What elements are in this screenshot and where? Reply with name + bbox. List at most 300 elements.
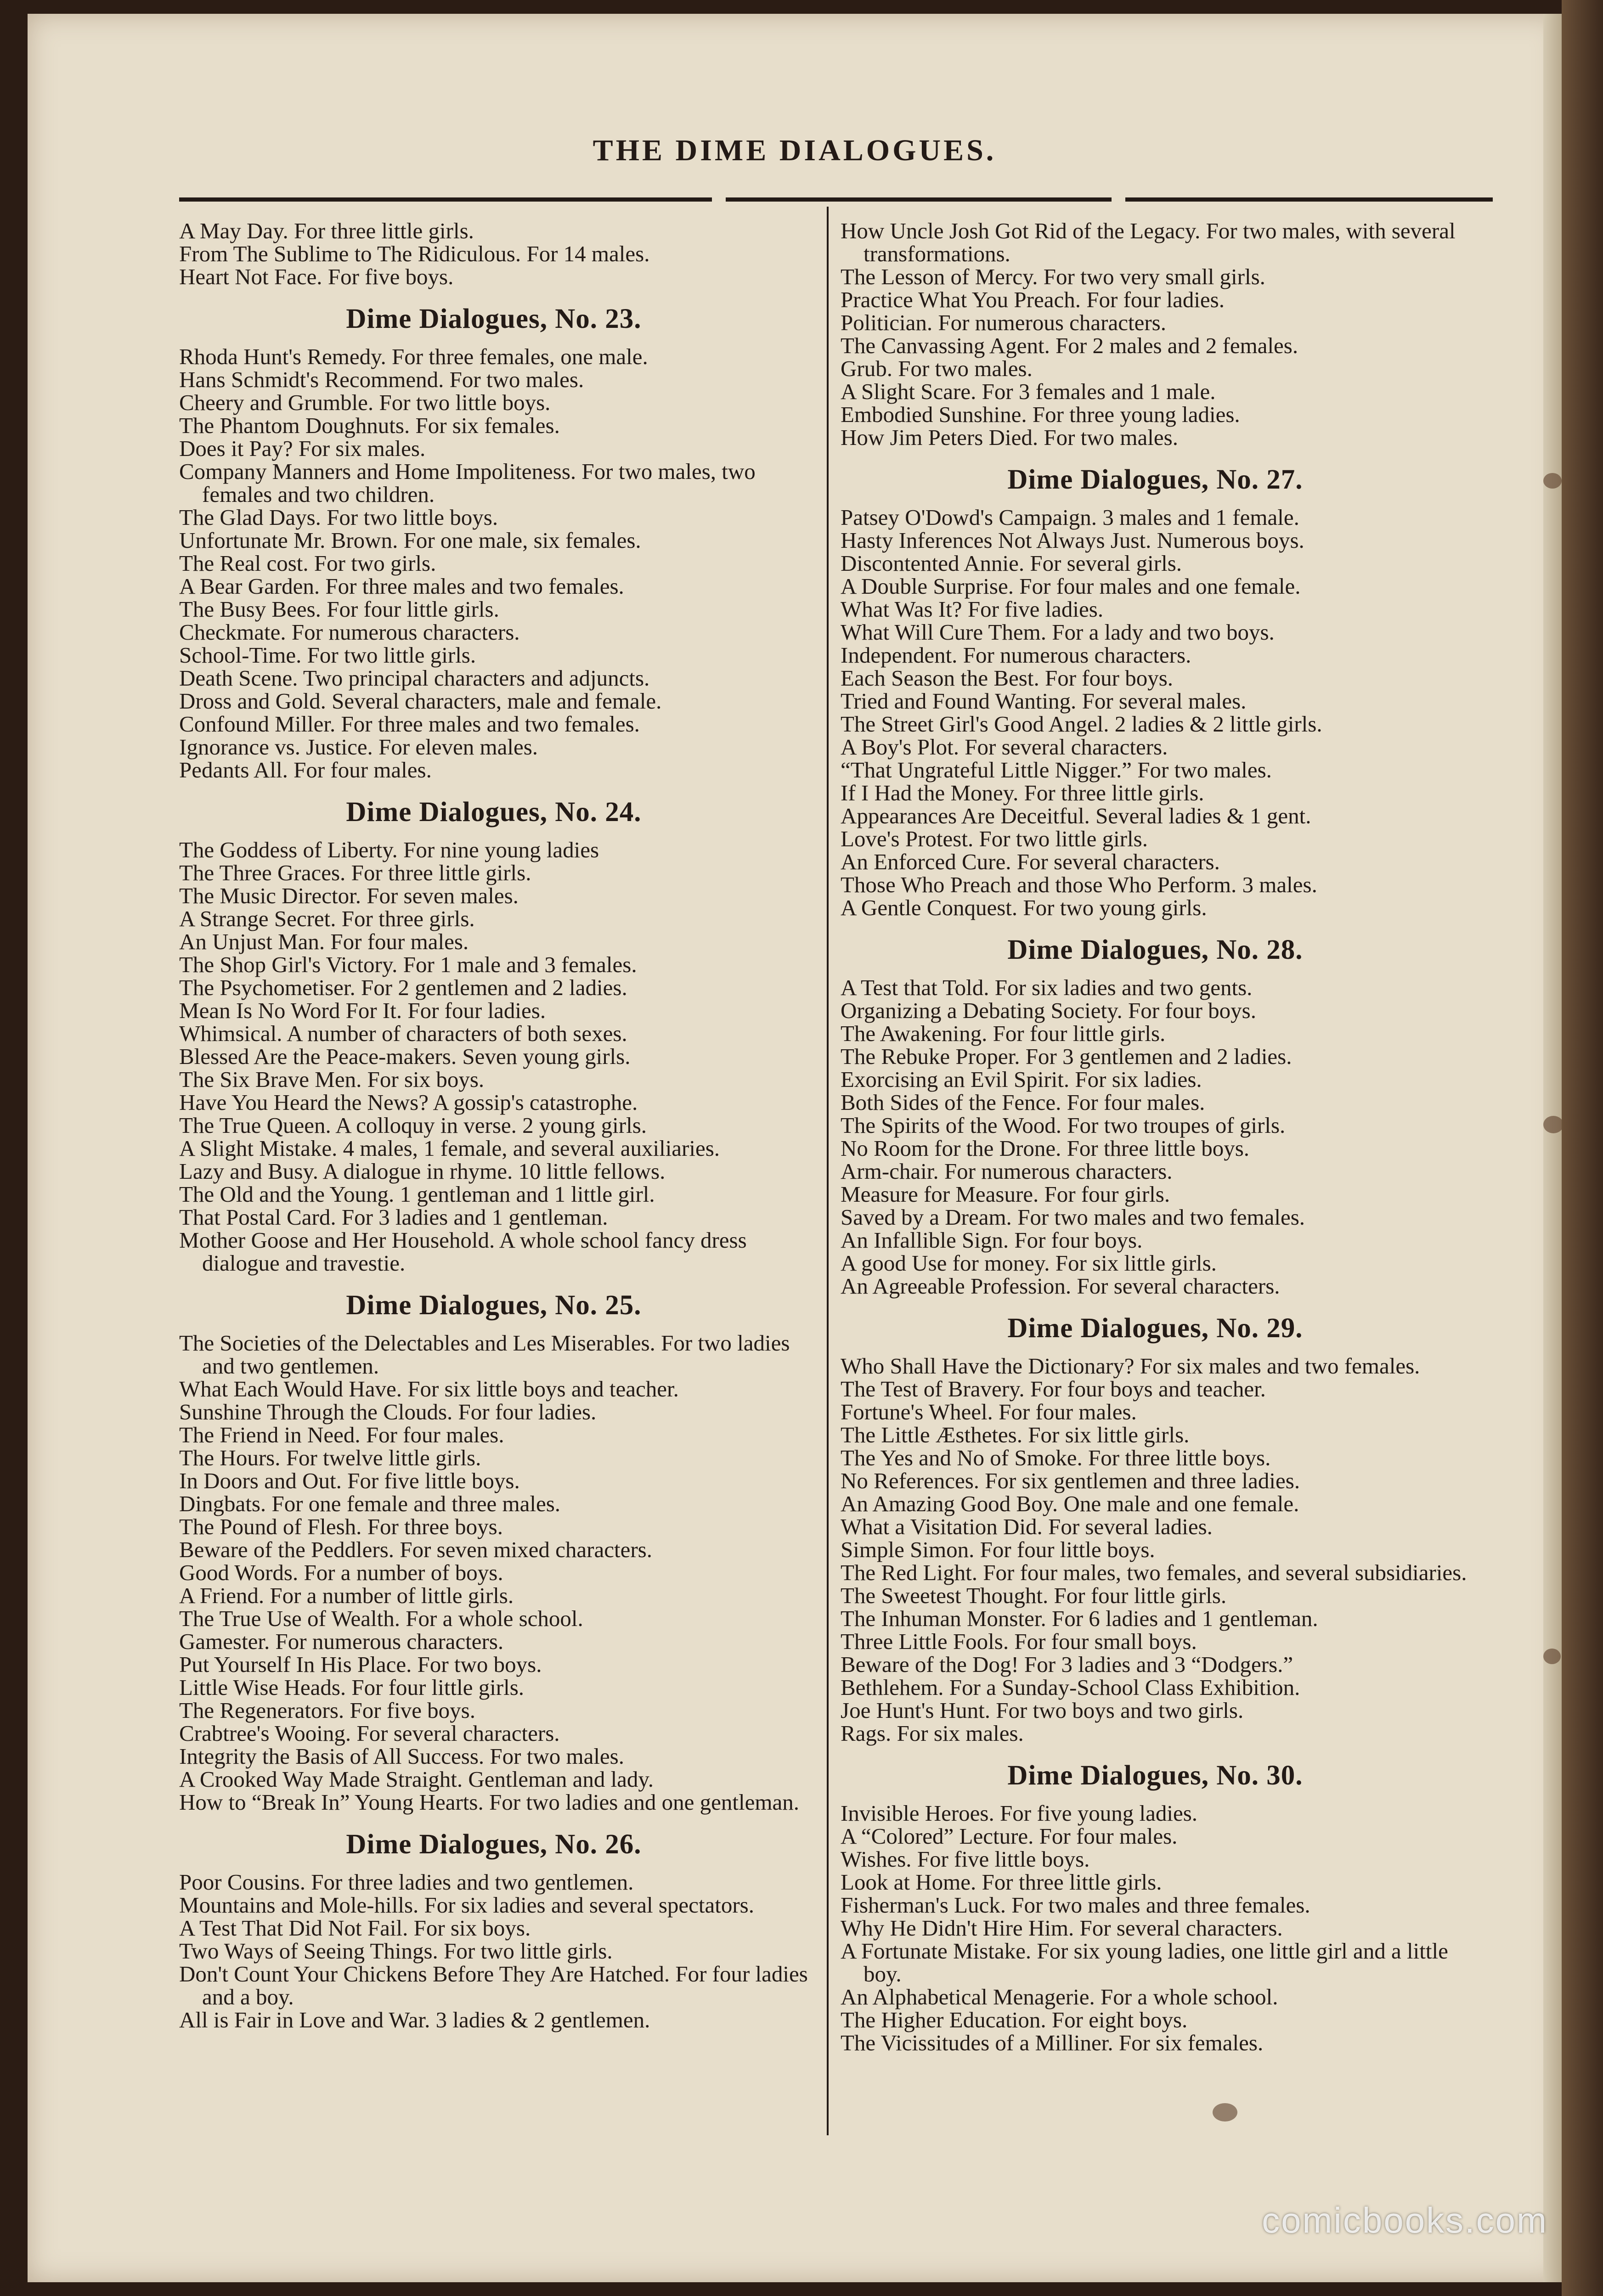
dialogue-title: That Postal Card. [179,1204,336,1230]
dialogue-entry [841,288,1470,311]
dialogue-entry [179,575,808,598]
dialogue-entry [841,1986,1470,2009]
dialogue-title: The Inhuman Monster. [841,1606,1046,1631]
dialogue-cast: For eight boys. [1051,2007,1188,2032]
dialogue-cast: 3 males and 1 female. [1102,505,1299,530]
dialogue-cast: For two males. [490,1744,625,1769]
dialogue-title: A Double Surprise. [841,574,1014,599]
dialogue-title: A Fortunate Mistake. [841,1938,1032,1964]
dialogue-title: Confound Miller. [179,711,336,737]
dialogue-entry [841,2009,1470,2032]
dialogue-entry [841,1825,1470,1848]
dialogue-entry [841,552,1470,575]
dialogue-title: Those Who Preach and those Who Perform. [841,872,1237,897]
page-blemish [1543,1649,1561,1664]
dialogue-cast: For two little girls. [979,826,1148,851]
dialogue-title: Organizing a Debating Society. [841,998,1123,1023]
dialogue-cast: For 14 males. [526,241,650,266]
dialogue-title: The Six Brave Men. [179,1067,362,1092]
dialogue-entry [841,873,1470,896]
dialogue-cast: For 2 males and 2 females. [1055,333,1298,358]
dialogue-entry [841,759,1470,782]
dialogue-cast: For two troupes of girls. [1067,1113,1286,1138]
dialogue-entry [841,1469,1470,1492]
dialogue-entry [179,1561,808,1584]
dialogue-entry [841,667,1470,690]
dialogue-entry [179,1699,808,1722]
dialogue-title: Three Little Fools. [841,1629,1009,1654]
dialogue-cast: For three females, one male. [391,344,648,369]
dialogue-entry [179,1068,808,1091]
dialogue-entry [179,242,808,265]
dialogue-title: An Enforced Cure. [841,849,1011,874]
dialogue-title: Little Wise Heads. [179,1675,346,1700]
dialogue-title: Hasty Inferences Not Always Just. [841,528,1151,553]
dialogue-entry [179,345,808,368]
dialogue-entry [841,2032,1470,2054]
dialogue-entry [179,1401,808,1424]
dialogue-entry [179,1492,808,1515]
dialogue-cast: For twelve little girls. [286,1445,481,1470]
dialogue-entry [179,529,808,552]
dialogue-cast: For three little girls. [982,1869,1162,1895]
dialogue-title: An Unjust Man. [179,929,325,954]
dialogue-title: Mean Is No Word For It. [179,998,402,1023]
dialogue-entry [179,1630,808,1653]
dialogue-cast: For five boys. [327,264,454,289]
dialogue-entry [179,621,808,644]
dialogue-title: Heart Not Face. [179,264,322,289]
dialogue-title: The Vicissitudes of a Milliner. [841,2030,1113,2055]
dialogue-entry [841,736,1470,759]
dialogue-title: A Test That Did Not Fail. [179,1915,408,1941]
dialogue-title: Death Scene. [179,665,298,691]
dialogue-cast: For three girls. [341,906,475,931]
dialogue-title: Have You Heard the News? [179,1090,429,1115]
dialogue-title: A Gentle Conquest. [841,895,1018,920]
dialogue-title: Dingbats. [179,1491,266,1516]
dialogue-title: Both Sides of the Fence. [841,1090,1061,1115]
dialogue-title: The Lesson of Mercy. [841,264,1038,289]
dialogue-cast: For three little boys. [1067,1136,1250,1161]
dialogue-entry [179,414,808,437]
dialogue-cast: For six gentlemen and three ladies. [985,1468,1300,1493]
dialogue-entry [841,850,1470,873]
dialogue-cast: Several ladies & 1 gent. [1095,803,1311,828]
dialogue-title: The Music Director. [179,883,361,908]
dialogue-cast: For four little girls. [351,1675,525,1700]
dialogue-cast: For six little girls. [1028,1422,1190,1447]
dialogue-title: The True Use of Wealth. [179,1606,401,1631]
dialogue-title: Cheery and Grumble. [179,390,374,415]
dialogue-cast: For two boys. [417,1652,542,1677]
dialogue-title: The Higher Education. [841,2007,1046,2032]
dialogue-entry [841,311,1470,334]
dialogue-cast: For one female and three males. [271,1491,561,1516]
dialogue-title: No Room for the Drone. [841,1136,1061,1161]
dialogue-title: An Alphabetical Menagerie. [841,1984,1095,2009]
dialogue-entry [841,1091,1470,1114]
dialogue-title: Whimsical. [179,1021,282,1046]
dialogue-entry [841,1561,1470,1584]
dialogue-title: What Each Would Have. [179,1376,402,1401]
dialogue-cast: For four boys. [1014,1227,1143,1253]
dialogue-entry [179,437,808,460]
dialogue-cast: For four ladies and a boy. [202,1961,808,2009]
dialogue-entry [841,219,1470,265]
dialogue-cast: For two males, with several transformations. [864,218,1456,266]
dialogue-entry [841,976,1470,999]
dialogue-entry [841,1515,1470,1538]
page-title: THE DIME DIALOGUES. [593,134,997,167]
dialogue-title: All is Fair in Love and War. [179,2007,430,2032]
dialogue-entry [179,861,808,884]
dialogue-entry [841,827,1470,850]
dialogue-entry [179,690,808,713]
dialogue-title: How to “Break In” Young Hearts. [179,1790,484,1815]
dialogue-title: Rags. [841,1721,892,1746]
dialogue-cast: For six males and two females. [1140,1353,1420,1379]
dialogue-cast: For five boys. [350,1698,476,1723]
dialogue-entry [179,552,808,575]
dialogue-title: The Awakening. [841,1021,988,1046]
dialogue-title: Good Words. [179,1560,299,1585]
dialogue-cast: For four ladies. [458,1399,597,1424]
dialogue-cast: For two girls. [314,551,436,576]
dialogue-title: Invisible Heroes. [841,1801,994,1826]
dialogue-entry [841,644,1470,667]
dialogue-title: Why He Didn't Hire Him. [841,1915,1074,1941]
dialogue-title: Does it Pay? [179,436,293,461]
dialogue-cast: For two males. [898,356,1033,381]
dialogue-cast: For numerous characters. [275,1629,504,1654]
dialogue-entry [179,265,808,288]
dialogue-cast: For a number of little girls. [270,1583,514,1608]
dialogue-title: A May Day. [179,218,288,243]
dialogue-title: Appearances Are Deceitful. [841,803,1090,828]
dialogue-cast: For several girls. [1030,551,1182,576]
section-heading: Dime Dialogues, No. 27. [1007,464,1303,495]
dialogue-entry [841,1424,1470,1446]
dialogue-cast: For two males. [449,367,584,392]
dialogue-entry [841,357,1470,380]
dialogue-cast: For two little girls. [307,642,476,668]
dialogue-entry [179,1114,808,1137]
dialogue-entry [179,1722,808,1745]
dialogue-title: The Regenerators. [179,1698,344,1723]
dialogue-cast: For several characters. [965,734,1168,760]
dialogue-entry [179,907,808,930]
dialogue-entry [179,1653,808,1676]
dialogue-cast: For five little boys. [917,1846,1090,1872]
dialogue-title: The Yes and No of Smoke. [841,1445,1083,1470]
dialogue-title: The Friend in Need. [179,1422,361,1447]
dialogue-entry [841,1022,1470,1045]
dialogue-cast: 2 ladies & 2 little girls. [1114,711,1322,737]
dialogue-title: In Doors and Out. [179,1468,342,1493]
dialogue-title: School-Time. [179,642,302,668]
dialogue-title: The Test of Bravery. [841,1376,1025,1401]
dialogue-entry [841,1229,1470,1252]
dialogue-title: Independent. [841,642,958,668]
dialogue-entry [841,1676,1470,1699]
dialogue-entry [841,1275,1470,1298]
dialogue-cast: A gossip's catastrophe. [433,1090,638,1115]
dialogue-cast: 3 ladies & 2 gentlemen. [435,2007,650,2032]
dialogue-cast: For six males. [298,436,426,461]
dialogue-title: The Psychometiser. [179,975,356,1000]
dialogue-title: Look at Home. [841,1869,976,1895]
dialogue-entry [841,506,1470,529]
dialogue-title: A “Colored” Lecture. [841,1823,1034,1849]
dialogue-entry [179,1584,808,1607]
dialogue-entry [179,644,808,667]
dialogue-entry [841,1401,1470,1424]
dialogue-cast: 4 males, 1 female, and several auxiliaries. [343,1136,720,1161]
dialogue-cast: For three little boys. [1088,1445,1271,1470]
section-heading: Dime Dialogues, No. 25. [346,1290,642,1321]
dialogue-cast: For 3 females and 1 male. [982,379,1216,404]
dialogue-cast: For six ladies and several spectators. [424,1892,754,1918]
dialogue-title: The Old and the Young. [179,1182,395,1207]
dialogue-cast: For 1 male and 3 females. [403,952,637,977]
dialogue-title: The Rebuke Proper. [841,1044,1020,1069]
dialogue-title: How Jim Peters Died. [841,425,1039,450]
dialogue-cast: For six boys. [367,1067,485,1092]
dialogue-cast: For four males. [999,1399,1137,1424]
dialogue-title: Bethlehem. [841,1675,944,1700]
dialogue-entry [179,999,808,1022]
dialogue-title: Mother Goose and Her Household. [179,1227,495,1253]
dialogue-entry [179,1515,808,1538]
dialogue-entry [179,1091,808,1114]
dialogue-entry [179,1160,808,1183]
dialogue-cast: For three little girls. [294,218,474,243]
dialogue-entry [841,1630,1470,1653]
dialogue-entry [841,782,1470,805]
dialogue-title: Exorcising an Evil Spirit. [841,1067,1070,1092]
watermark-text: comicbooks.com [1262,2200,1548,2240]
binding-strip [1562,0,1603,2296]
dialogue-cast: A number of characters of both sexes. [287,1021,627,1046]
dialogue-entry [179,1871,808,1894]
dialogue-entry [841,529,1470,552]
column-divider [827,207,829,2135]
dialogue-cast: For five young ladies. [1000,1801,1198,1826]
dialogue-entry [841,426,1470,449]
dialogue-entry [841,1584,1470,1607]
dialogue-cast: For three boys. [367,1514,503,1539]
dialogue-entry [179,1538,808,1561]
dialogue-cast: For nine young ladies [403,837,599,862]
dialogue-cast: For four ladies. [407,998,546,1023]
dialogue-entry [179,506,808,529]
dialogue-cast: For three little girls. [351,860,531,885]
dialogue-entry [841,598,1470,621]
dialogue-title: Beware of the Peddlers. [179,1537,395,1562]
dialogue-title: Grub. [841,356,892,381]
dialogue-title: The Real cost. [179,551,309,576]
dialogue-cast: For several males. [1082,688,1247,714]
dialogue-entry [179,713,808,736]
dialogue-cast: For two males and three females. [1011,1892,1310,1918]
dialogue-title: A Strange Secret. [179,906,336,931]
dialogue-cast: For two ladies and two gentlemen. [202,1330,790,1379]
left-column [179,219,808,2032]
dialogue-cast: For two little boys. [379,390,551,415]
dialogue-entry [841,575,1470,598]
dialogue-entry [841,1722,1470,1745]
dialogue-title: The Glad Days. [179,505,321,530]
dialogue-title: Arm-chair. [841,1159,939,1184]
dialogue-entry [841,1917,1470,1940]
dialogue-title: Tried and Found Wanting. [841,688,1077,714]
dialogue-cast: For two males and two females. [1017,1204,1305,1230]
dialogue-entry [841,1252,1470,1275]
dialogue-title: What Will Cure Them. [841,619,1047,645]
dialogue-cast: For several characters. [1016,849,1220,874]
dialogue-entry [179,391,808,414]
dialogue-entry [179,1469,808,1492]
dialogue-title: Fortune's Wheel. [841,1399,993,1424]
dialogue-title: Put Yourself In His Place. [179,1652,412,1677]
dialogue-cast: Numerous boys. [1157,528,1304,553]
dialogue-cast: For six boys. [413,1915,531,1941]
dialogue-title: A good Use for money. [841,1250,1050,1276]
dialogue-title: The Sweetest Thought. [841,1583,1049,1608]
dialogue-entry [179,1607,808,1630]
page-blemish [1543,1116,1563,1133]
dialogue-entry [179,884,808,907]
dialogue-entry [179,1183,808,1206]
dialogue-cast: For six ladies and two gents. [994,975,1253,1000]
dialogue-cast: For a lady and two boys. [1052,619,1275,645]
dialogue-cast: For three little girls. [1024,780,1204,805]
dialogue-cast: For four little girls. [1054,1583,1227,1608]
dialogue-cast: For a Sunday-School Class Exhibition. [949,1675,1300,1700]
dialogue-cast: For four males and one female. [1019,574,1301,599]
dialogue-cast: For four males. [1039,1823,1178,1849]
dialogue-cast: For six females. [415,413,560,438]
dialogue-title: Simple Simon. [841,1537,975,1562]
dialogue-title: Hans Schmidt's Recommend. [179,367,444,392]
dialogue-title: Mountains and Mole-hills. [179,1892,419,1918]
dialogue-entry [841,380,1470,403]
dialogue-cast: For a whole school. [406,1606,583,1631]
dialogue-cast: For four males. [330,929,469,954]
dialogue-cast: For numerous characters. [291,619,520,645]
dialogue-entry [841,1355,1470,1378]
dialogue-title: Joe Hunt's Hunt. [841,1698,990,1723]
dialogue-entry [841,1848,1470,1871]
dialogue-title: The Shop Girl's Victory. [179,952,398,977]
dialogue-cast: For four males. [294,757,432,782]
dialogue-title: Lazy and Busy. [179,1159,318,1184]
dialogue-title: Poor Cousins. [179,1869,306,1895]
dialogue-entry [179,1022,808,1045]
dialogue-cast: For 6 ladies and 1 gentleman. [1051,1606,1318,1631]
dialogue-cast: For a number of boys. [304,1560,503,1585]
dialogue-cast: For three ladies and two gentlemen. [311,1869,634,1895]
dialogue-entry [179,1768,808,1791]
dialogue-title: An Amazing Good Boy. [841,1491,1058,1516]
dialogue-entry [841,999,1470,1022]
dialogue-entry [841,1894,1470,1917]
dialogue-entry [841,1940,1470,1986]
dialogue-entry [179,1676,808,1699]
dialogue-title: Ignorance vs. Justice. [179,734,373,760]
dialogue-entry [841,403,1470,426]
dialogue-cast: For numerous characters. [944,1159,1173,1184]
section-heading: Dime Dialogues, No. 24. [346,797,642,827]
dialogue-cast: For four boys. [1128,998,1256,1023]
dialogue-cast: For four small boys. [1014,1629,1197,1654]
dialogue-entry [179,1917,808,1940]
dialogue-title: The Societies of the Delectables and Les Miserables. [179,1330,655,1356]
dialogue-title: Rhoda Hunt's Remedy. [179,344,386,369]
dialogue-title: The Canvassing Agent. [841,333,1050,358]
dialogue-title: A Bear Garden. [179,574,320,599]
dialogue-cast: For four ladies. [1086,287,1225,312]
section-heading: Dime Dialogues, No. 26. [346,1829,642,1860]
dialogue-entry [841,1206,1470,1229]
dialogue-cast: For numerous characters. [963,642,1191,668]
dialogue-entry [179,1791,808,1814]
dialogue-title: Pedants All. [179,757,288,782]
dialogue-title: Two Ways of Seeing Things. [179,1938,438,1964]
dialogue-title: A Test that Told. [841,975,989,1000]
dialogue-entry [179,953,808,976]
dialogue-title: Politician. [841,310,933,335]
dialogue-entry [841,1160,1470,1183]
dialogue-cast: For four boys and teacher. [1030,1376,1266,1401]
dialogue-title: Who Shall Have the Dictionary? [841,1353,1135,1379]
dialogue-title: What Was It? [841,597,962,622]
dialogue-title: The Goddess of Liberty. [179,837,398,862]
dialogue-title: The Busy Bees. [179,597,321,622]
dialogue-entry [841,1871,1470,1894]
dialogue-cast: For a whole school. [1101,1984,1278,2009]
dialogue-cast: For several characters. [1077,1273,1280,1299]
section-heading: Dime Dialogues, No. 28. [1007,934,1303,965]
dialogue-cast: For four males, two females, and several subsidiaries. [983,1560,1467,1585]
dialogue-entry [841,334,1470,357]
dialogue-cast: For 2 gentlemen and 2 ladies. [361,975,627,1000]
dialogue-title: Saved by a Dream. [841,1204,1012,1230]
dialogue-cast: For 3 gentlemen and 2 ladies. [1025,1044,1292,1069]
dialogue-cast: 1 gentleman and 1 little girl. [400,1182,655,1207]
dialogue-cast: For six ladies. [1075,1067,1202,1092]
dialogue-cast: For four males. [1067,1090,1205,1115]
dialogue-title: The Hours. [179,1445,281,1470]
dialogue-entry [841,1446,1470,1469]
dialogue-entry [179,1045,808,1068]
dialogue-title: Blessed Are the Peace-makers. [179,1044,457,1069]
dialogue-cast: For four little girls. [993,1021,1166,1046]
dialogue-entry [179,1424,808,1446]
header-rule [179,197,1493,206]
dialogue-entry [841,1492,1470,1515]
dialogue-entry [179,2009,808,2032]
dialogue-entry [841,1137,1470,1160]
dialogue-cast: For two males, two females and two children. [202,459,756,507]
dialogue-entry [841,1607,1470,1630]
dialogue-cast: For two males. [1137,757,1272,782]
dialogue-entry [179,976,808,999]
dialogue-entry [179,1940,808,1963]
dialogue-cast: Gentleman and lady. [468,1767,654,1792]
dialogue-cast: For six little boys and teacher. [407,1376,679,1401]
